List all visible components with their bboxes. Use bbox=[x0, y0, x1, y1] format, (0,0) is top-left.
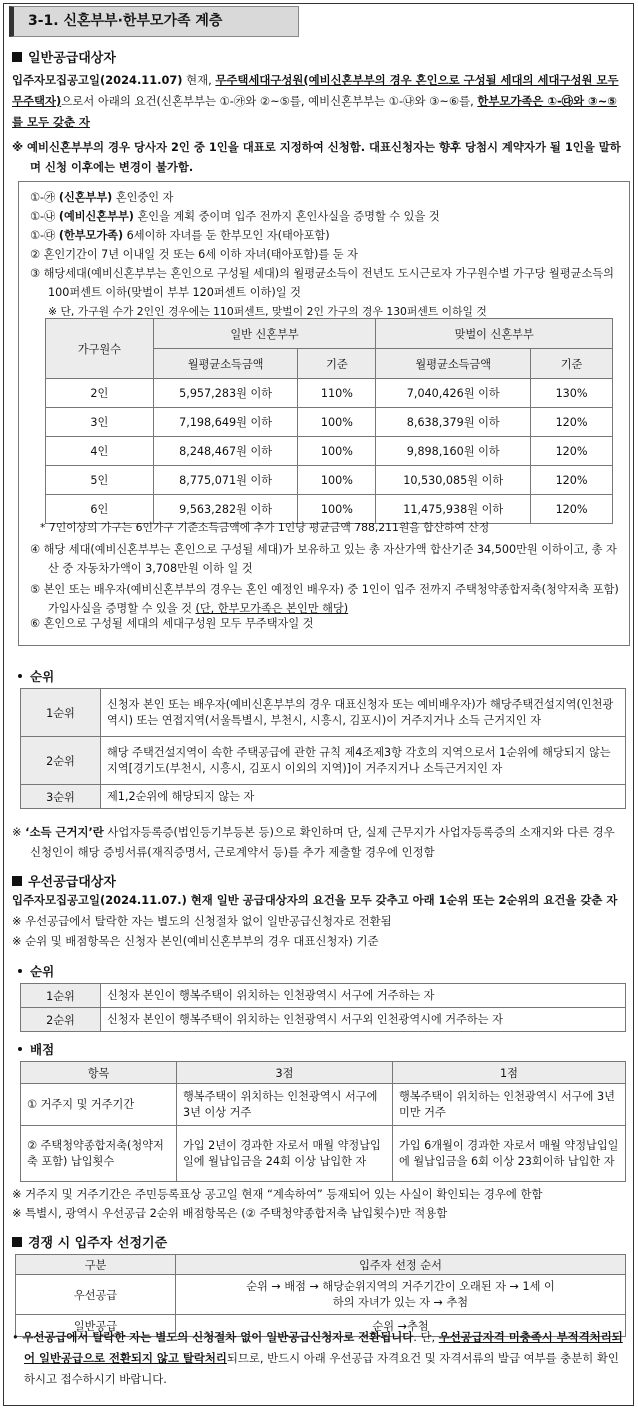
dot-bullet-icon bbox=[18, 969, 22, 973]
table-row: 2인 5,957,283원 이하 110% 7,040,426원 이하 130% bbox=[46, 379, 613, 408]
score-table bbox=[20, 1061, 626, 1182]
competition-table bbox=[15, 1254, 626, 1337]
col-order: 입주자 선정 순서 bbox=[176, 1255, 626, 1275]
requirement-5: ⑤ 본인 또는 배우자(예비신혼부부의 경우는 혼인 예정인 배우자) 중 1인이 입주 전까지 주택청약종합저축(청약저축 포함) 가입사실을 증명할 수 있을 것 (단, 한부모가족은 본인만 해당) bbox=[30, 583, 619, 615]
table-row: 2순위 신청자 본인이 행복주택이 위치하는 인천광역시 서구외 인천광역시에 거주하는 자 bbox=[21, 1008, 626, 1032]
col-household: 가구원수 bbox=[46, 319, 154, 379]
square-bullet-icon bbox=[12, 876, 22, 886]
general-note: ※ 예비신혼부부의 경우 당사자 2인 중 1인을 대표로 지정하여 신청함. 대표신청자는 향후 당첨시 계약자가 될 1인을 말하며 신청 이후에는 변경이 불가함. bbox=[12, 140, 621, 174]
col-gen-amount: 월평균소득금액 bbox=[153, 349, 298, 379]
requirement-1b: ①-㉯ (예비신혼부부) 혼인을 계획 중이며 입주 전까지 혼인사실을 증명할 수 있을 것 bbox=[30, 210, 440, 223]
table-row: 2순위 해당 주택건설지역이 속한 주택공급에 관한 규칙 제4조제3항 각호의 지역으로서 1순위에 해당되지 않는 지역[경기도(부천시, 시흥시, 김포시 이외의 지역)]이 거주지거나 소득근거지인 자 bbox=[21, 737, 626, 785]
col-gen-basis: 기준 bbox=[298, 349, 376, 379]
table-row: 6인 9,563,282원 이하 100% 11,475,938원 이하 120% bbox=[46, 495, 613, 524]
square-bullet-icon bbox=[12, 1237, 22, 1247]
table-footnote: * 7인이상의 가구는 6인가구 기준소득금액에 추가 1인당 평균금액 788,211원을 합산하여 산정 bbox=[40, 521, 490, 534]
table-row: 우선공급 순위 → 배점 → 해당순위지역의 거주기간이 오래된 자 → 1세 이하의 자녀가 있는 자 → 추첨 bbox=[16, 1275, 626, 1315]
priority-intro: 입주자모집공고일(2024.11.07.) 현재 일반 공급대상자의 요건을 모두 갖추고 아래 1순위 또는 2순위의 요건을 갖춘 자 bbox=[12, 893, 618, 907]
table-row: 3순위 제1,2순위에 해당되지 않는 자 bbox=[21, 785, 626, 809]
table-row: 일반공급 순위 →추첨 bbox=[16, 1315, 626, 1337]
col-dual-basis: 기준 bbox=[531, 349, 613, 379]
rank-heading: 순위 bbox=[18, 667, 54, 685]
table-row: 1순위 신청자 본인이 행복주택이 위치하는 인천광역시 서구에 거주하는 자 bbox=[21, 984, 626, 1008]
requirement-4: ④ 해당 세대(예비신혼부부는 혼인으로 구성될 세대)가 보유하고 있는 총 자산가액 합산기준 34,500만원 이하이고, 총 자산 중 자동차가액이 3,708만원 이하 일 것 bbox=[30, 543, 617, 575]
col-dual-amount: 월평균소득금액 bbox=[376, 349, 531, 379]
score-note-2: ※ 특별시, 광역시 우선공급 2순위 배점항목은 (② 주택청약종합저축 납입횟수)만 적용함 bbox=[12, 1206, 448, 1220]
requirement-1c: ①-㉰ (한부모가족) 6세이하 자녀를 둔 한부모인 자(태아포함) bbox=[30, 229, 330, 242]
section-title: 3-1. 신혼부부·한부모가족 계층 bbox=[9, 6, 299, 37]
col-one-points: 1점 bbox=[393, 1062, 626, 1084]
table-row: 5인 8,775,071원 이하 100% 10,530,085원 이하 120% bbox=[46, 466, 613, 495]
score-note-1: ※ 거주지 및 거주기간은 주민등록표상 공고일 현재 “계속하여” 등재되어 있는 사실이 확인되는 경우에 한함 bbox=[12, 1187, 543, 1201]
priority-note-2: ※ 순위 및 배점항목은 신청자 본인(예비신혼부부의 경우 대표신청자) 기준 bbox=[12, 934, 379, 948]
requirement-3-note: ※ 단, 가구원 수가 2인인 경우에는 110퍼센트, 맞벌이 2인 가구의 경우 130퍼센트 이하일 것 bbox=[48, 305, 487, 318]
rank-table bbox=[20, 688, 626, 809]
final-note: • 우선공급에서 탈락한 자는 별도의 신청절차 없이 일반공급신청자로 전환됩니다. 단, 우선공급자격 미충족시 부적격처리되어 일반공급으로 전환되지 않고 탈락처리되므로, 반드시 아래 우선공급 자격요건 및 자격서류의 발급 여부를 충분히 확인하시고 접수하시기 바랍니다. bbox=[12, 1330, 623, 1386]
requirement-3: ③ 해당세대(예비신혼부부는 혼인으로 구성될 세대)의 월평균소득이 전년도 도시근로자 가구원수별 가구당 월평균소득의 100퍼센트 이하(맞벌이 부부 120퍼센트 이하)일 것 bbox=[30, 267, 614, 299]
table-row: 1순위 신청자 본인 또는 배우자(예비신혼부부의 경우 대표신청자 또는 예비배우자)가 해당주택건설지역(인천광역시) 또는 연접지역(서울특별시, 부천시, 시흥시, 김포시)이 거주지거나 소득 근거지인 자 bbox=[21, 689, 626, 737]
competition-heading: 경쟁 시 입주자 선정기준 bbox=[12, 1232, 167, 1251]
income-table bbox=[45, 318, 613, 524]
requirement-2: ② 혼인기간이 7년 이내일 것 또는 6세 이하 자녀(태아포함)를 둔 자 bbox=[30, 248, 358, 261]
table-row: ① 거주지 및 거주기간 행복주택이 위치하는 인천광역시 서구에 3년 이상 거주 행복주택이 위치하는 인천광역시 서구에 3년 미만 거주 bbox=[21, 1084, 626, 1126]
table-row: 4인 8,248,467원 이하 100% 9,898,160원 이하 120% bbox=[46, 437, 613, 466]
general-intro: 입주자모집공고일(2024.11.07) 현재, 무주택세대구성원(예비신혼부부의 경우 혼인으로 구성될 세대의 세대구성원 모두 무주택자)으로서 아래의 요건(신혼부부는 ①-㉮와 ②~⑤를, 예비신혼부부는 ①-㉯와 ③~⑥를, 한부모가족은 ①-㉰와 ③~⑤를 모두 갖춘 자 bbox=[12, 73, 619, 129]
dot-bullet-icon bbox=[18, 674, 22, 678]
requirement-1a: ①-㉮ (신혼부부) 혼인중인 자 bbox=[30, 191, 174, 204]
priority-rank-heading: 순위 bbox=[18, 962, 54, 980]
group-dual: 맞벌이 신혼부부 bbox=[376, 319, 613, 349]
rank-note: ※ ‘소득 근거지’란 사업자등록증(법인등기부등본 등)으로 확인하며 단, 실제 근무지가 사업자등록증의 소재지와 다른 경우 신청인이 해당 증빙서류(재직증명서, 근로계약서 등)를 추가 제출할 경우에 인정함 bbox=[12, 825, 615, 859]
priority-rank-table bbox=[20, 983, 626, 1032]
dot-bullet-icon bbox=[18, 1047, 22, 1051]
table-row: ② 주택청약종합저축(청약저축 포함) 납입횟수 가입 2년이 경과한 자로서 매월 약정납입일에 월납입금을 24회 이상 납입한 자 가입 6개월이 경과한 자로서 매월 약정납입일에 월납입금을 6회 이상 23회이하 납입한 자 bbox=[21, 1126, 626, 1182]
col-type: 구분 bbox=[16, 1255, 176, 1275]
group-general: 일반 신혼부부 bbox=[153, 319, 376, 349]
general-heading: 일반공급대상자 bbox=[12, 47, 116, 66]
col-three-points: 3점 bbox=[177, 1062, 393, 1084]
priority-note-1: ※ 우선공급에서 탈락한 자는 별도의 신청절차 없이 일반공급신청자로 전환됨 bbox=[12, 914, 392, 928]
priority-heading: 우선공급대상자 bbox=[12, 871, 116, 890]
requirement-6: ⑥ 혼인으로 구성될 세대의 세대구성원 모두 무주택자일 것 bbox=[30, 617, 314, 630]
score-heading: 배점 bbox=[18, 1040, 54, 1058]
table-row: 3인 7,198,649원 이하 100% 8,638,379원 이하 120% bbox=[46, 408, 613, 437]
square-bullet-icon bbox=[12, 52, 22, 62]
col-item: 항목 bbox=[21, 1062, 177, 1084]
